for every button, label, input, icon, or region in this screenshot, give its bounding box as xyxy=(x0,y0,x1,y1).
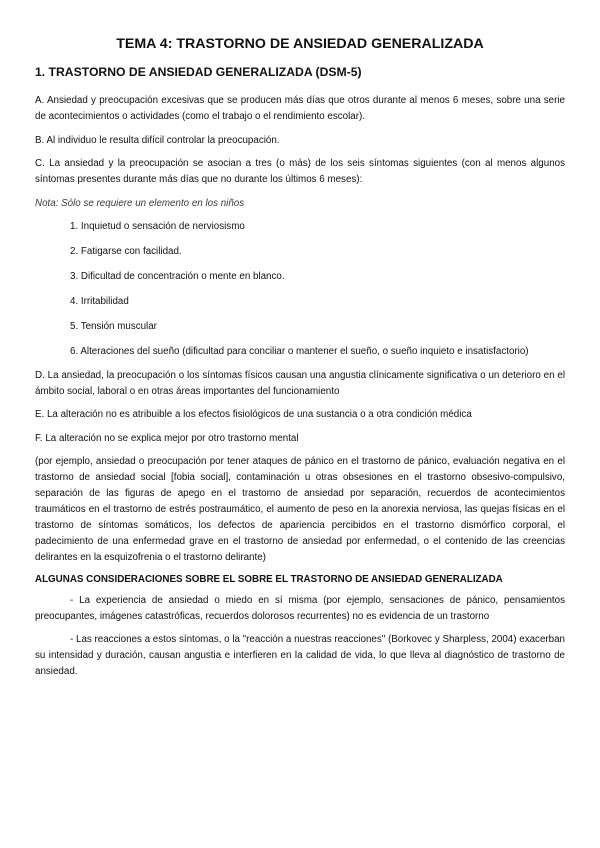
symptom-item: 6. Alteraciones del sueño (dificultad para conciliar o mantener el sueño, o sueño inquieto e insatisfactorio) xyxy=(70,346,529,357)
consideration-point: - La experiencia de ansiedad o miedo en sí misma (por ejemplo, sensaciones de pánico, pensamientos preocupantes, imágenes catastróficas, recuerdos dolorosos recurrentes) no es evidencia de un trastorno xyxy=(35,594,565,622)
symptom-item: 4. Irritabilidad xyxy=(70,296,129,307)
criterion-b: B. Al individuo le resulta difícil controlar la preocupación. xyxy=(35,134,280,146)
document-title: TEMA 4: TRASTORNO DE ANSIEDAD GENERALIZADA xyxy=(116,36,484,52)
symptom-item: 2. Fatigarse con facilidad. xyxy=(70,246,182,257)
symptom-item: 3. Dificultad de concentración o mente en blanco. xyxy=(70,271,285,282)
considerations-heading: ALGUNAS CONSIDERACIONES SOBRE EL SOBRE EL TRASTORNO DE ANSIEDAD GENERALIZADA xyxy=(35,573,503,585)
symptom-item: 1. Inquietud o sensación de nerviosismo xyxy=(70,221,245,232)
criterion-e: E. La alteración no es atribuible a los efectos fisiológicos de una sustancia o a otra condición médica xyxy=(35,409,472,420)
criterion-d: D. La ansiedad, la preocupación o los síntomas físicos causan una angustia clínicamente significativa o un deterioro en el ámbito social, laboral o en otras áreas importantes del funcionamiento xyxy=(35,369,565,397)
children-note: Nota: Sólo se requiere un elemento en los niños xyxy=(35,197,245,209)
criterion-f-detail: (por ejemplo, ansiedad o preocupación por tener ataques de pánico en el trastorno de pánico, evaluación negativa en el trastorno de ansiedad social [fobia social], contaminación u otras obsesiones en el trastorno obsesivo-compulsivo, separación de las figuras de apego en el trastorno de ansiedad por separación, recuerdos de acontecimientos traumáticos en el trastorno de estrés postraumático, el aumento de peso en la anorexia nerviosa, las quejas físicas en el trastorno de síntomas somáticos, los defectos de apariencia percibidos en el trastorno dismórfico corporal, el padecimiento de una enfermedad grave en el trastorno de ansiedad por enfermedad, o el contenido de las creencias delirantes en la esquizofrenia o el trastorno delirante) xyxy=(35,456,565,563)
section-heading-dsm5: 1. TRASTORNO DE ANSIEDAD GENERALIZADA (DSM-5) xyxy=(35,65,362,79)
document-page xyxy=(35,36,565,687)
symptom-item: 5. Tensión muscular xyxy=(70,321,157,332)
criterion-f: F. La alteración no se explica mejor por otro trastorno mental xyxy=(35,432,299,444)
consideration-point: - Las reacciones a estos síntomas, o la "reacción a nuestras reacciones" (Borkovec y Sharpless, 2004) exacerban su intensidad y duración, causan angustia e interfieren en la calidad de vida, lo que lleva al diagnóstico de trastorno de ansiedad. xyxy=(35,633,565,677)
criterion-a: A. Ansiedad y preocupación excesivas que se producen más días que otros durante al menos 6 meses, sobre una serie de acontecimientos o actividades (como el trabajo o el rendimiento escolar). xyxy=(35,95,565,122)
criterion-c: C. La ansiedad y la preocupación se asocian a tres (o más) de los seis síntomas siguientes (con al menos algunos síntomas presentes durante más días que no durante los últimos 6 meses): xyxy=(35,158,565,185)
